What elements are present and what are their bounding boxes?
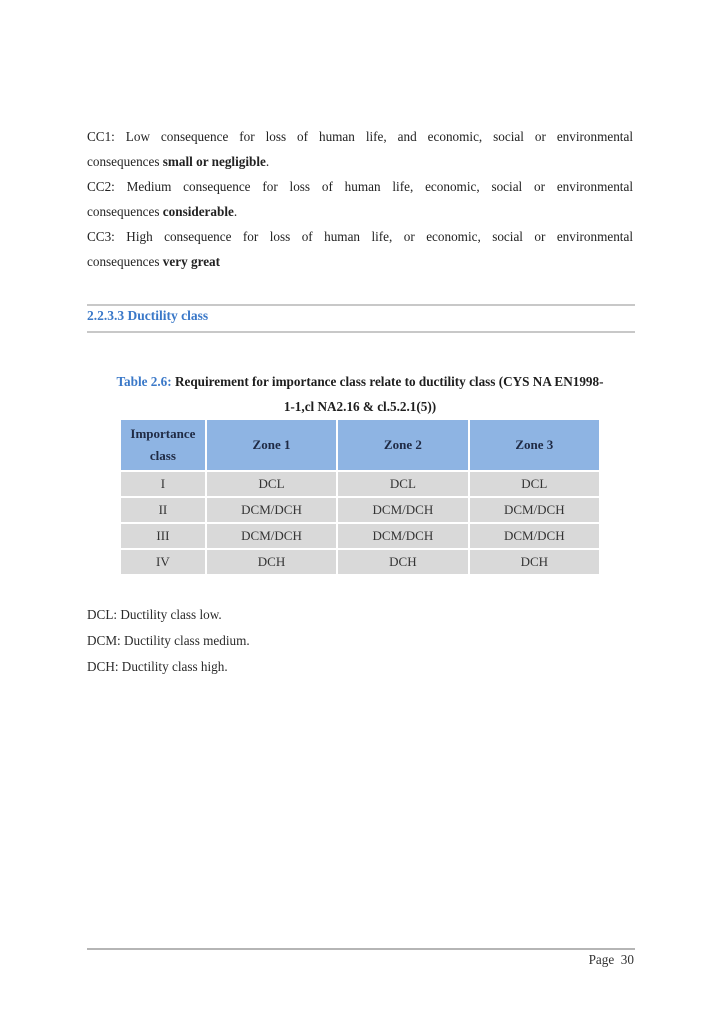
cell-zone-2: DCM/DCH [337, 497, 468, 523]
section-heading: 2.2.3.3 Ductility class [87, 308, 209, 323]
cc3-prefix: consequences [87, 254, 163, 269]
ductility-table [121, 420, 599, 574]
cell-importance: II [121, 497, 206, 523]
header-importance-line2: class [149, 448, 176, 463]
heading-bottom-rule [87, 331, 635, 333]
header-zone-3: Zone 3 [469, 420, 599, 471]
cc3-line1: CC3: High consequence for loss of human life, or economic, social or environmental [87, 229, 633, 244]
definitions-list [87, 602, 250, 680]
cell-zone-3: DCH [469, 549, 599, 574]
caption-text: Requirement for importance class relate to ductility class (CYS NA EN1998- [171, 374, 604, 389]
cell-zone-1: DCH [206, 549, 337, 574]
table-caption [87, 369, 633, 419]
cell-zone-1: DCM/DCH [206, 497, 337, 523]
cell-importance: III [121, 523, 206, 549]
definition-dch: DCH: Ductility class high. [87, 659, 228, 674]
definition-dcm: DCM: Ductility class medium. [87, 633, 250, 648]
cell-zone-2: DCM/DCH [337, 523, 468, 549]
caption-line2: 1-1,cl NA2.16 & cl.5.2.1(5)) [283, 399, 437, 414]
header-importance-class [121, 420, 206, 471]
cc1-prefix: consequences [87, 154, 163, 169]
cell-zone-1: DCL [206, 471, 337, 497]
header-importance-line1: Importance [130, 426, 196, 441]
table-row [121, 497, 599, 523]
header-zone-1: Zone 1 [206, 420, 337, 471]
cell-importance: I [121, 471, 206, 497]
table-header-row [121, 420, 599, 471]
cc3-bold: very great [162, 254, 221, 269]
cc2-prefix: consequences [87, 204, 163, 219]
cell-zone-3: DCM/DCH [469, 523, 599, 549]
header-zone-2: Zone 2 [337, 420, 468, 471]
cell-zone-3: DCM/DCH [469, 497, 599, 523]
cc1-paragraph [87, 124, 633, 174]
definition-dcl: DCL: Ductility class low. [87, 607, 222, 622]
cc2-line1: CC2: Medium consequence for loss of human life, economic, social or environmental [87, 179, 633, 194]
heading-top-rule [87, 304, 635, 306]
footer-rule [87, 948, 635, 950]
cell-zone-1: DCM/DCH [206, 523, 337, 549]
cc2-paragraph [87, 174, 633, 224]
cc2-line2 [87, 199, 633, 224]
table-row [121, 523, 599, 549]
cell-zone-3: DCL [469, 471, 599, 497]
cc1-line2 [87, 149, 633, 174]
cc3-line2 [87, 249, 633, 274]
caption-label: Table 2.6: [116, 374, 172, 389]
cell-importance: IV [121, 549, 206, 574]
caption-line1 [87, 369, 633, 394]
cc1-line1: CC1: Low consequence for loss of human life, and economic, social or environmental [87, 129, 633, 144]
page-number: Page 30 [588, 952, 634, 967]
cc1-bold: small or negligible [162, 154, 266, 169]
cc2-suffix: . [233, 204, 238, 219]
cc3-paragraph [87, 224, 633, 274]
table-row [121, 471, 599, 497]
cc1-suffix: . [265, 154, 270, 169]
cell-zone-2: DCL [337, 471, 468, 497]
cc2-bold: considerable [162, 204, 234, 219]
table-row [121, 549, 599, 574]
cell-zone-2: DCH [337, 549, 468, 574]
